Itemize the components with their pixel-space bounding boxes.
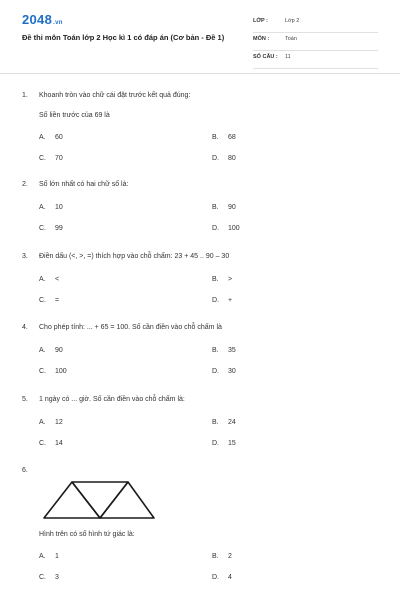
option-d[interactable] [212, 440, 236, 447]
exam-header [0, 0, 400, 70]
question-text: Cho phép tính: ... + 65 = 100. Số cần điền vào chỗ chấm là [39, 324, 222, 331]
option-c[interactable] [39, 297, 59, 304]
option-b[interactable] [212, 134, 236, 141]
option-value: 30 [228, 368, 236, 375]
option-key: A. [39, 419, 46, 426]
option-key: B. [212, 419, 219, 426]
option-key: D. [212, 155, 219, 162]
option-key: D. [212, 440, 219, 447]
option-value: 4 [228, 574, 232, 581]
option-key: B. [212, 276, 219, 283]
option-b[interactable] [212, 204, 236, 211]
meta-row-class [253, 15, 378, 33]
meta-label: LỚP : [253, 18, 268, 24]
option-key: D. [212, 574, 219, 581]
option-key: C. [39, 440, 46, 447]
question-number: 1. [22, 92, 28, 99]
option-value: 3 [55, 574, 59, 581]
question-number: 2. [22, 181, 28, 188]
option-value: 68 [228, 134, 236, 141]
logo-suffix: .vn [53, 20, 63, 26]
option-value: 80 [228, 155, 236, 162]
option-value: 100 [55, 368, 67, 375]
triangles-figure [38, 478, 158, 522]
question-subtext: Hình trên có số hình tứ giác là: [39, 531, 135, 538]
meta-row-question-count [253, 51, 378, 69]
question-number: 4. [22, 324, 28, 331]
option-d[interactable] [212, 368, 236, 375]
option-a[interactable] [39, 553, 59, 560]
exam-title: Đề thi môn Toán lớp 2 Học kì 1 có đáp án (Cơ bản - Đề 1) [22, 33, 225, 42]
option-value: 10 [55, 204, 63, 211]
option-key: D. [212, 225, 219, 232]
option-value: 90 [228, 204, 236, 211]
option-a[interactable] [39, 134, 63, 141]
option-key: D. [212, 297, 219, 304]
option-value: < [55, 276, 60, 283]
option-value: 99 [55, 225, 63, 232]
option-key: D. [212, 368, 219, 375]
meta-label: SỐ CÂU : [253, 54, 278, 60]
option-b[interactable] [212, 347, 236, 354]
option-value: 90 [55, 347, 63, 354]
meta-value: Lớp 2 [285, 18, 300, 24]
option-value: 35 [228, 347, 236, 354]
question-text: Số lớn nhất có hai chữ số là: [39, 181, 129, 188]
meta-label: MÔN : [253, 36, 270, 42]
question-text: 1 ngày có ... giờ. Số cần điền vào chỗ chấm là: [39, 396, 185, 403]
meta-value: Toán [285, 36, 297, 42]
option-key: A. [39, 347, 46, 354]
option-c[interactable] [39, 574, 59, 581]
option-key: B. [212, 347, 219, 354]
option-value: 2 [228, 553, 232, 560]
option-value: + [228, 297, 233, 304]
option-value: 12 [55, 419, 63, 426]
option-key: C. [39, 155, 46, 162]
figure-shapes [44, 482, 154, 518]
option-key: A. [39, 553, 46, 560]
option-a[interactable] [39, 204, 63, 211]
option-value: 1 [55, 553, 59, 560]
option-key: A. [39, 276, 46, 283]
option-key: C. [39, 368, 46, 375]
option-value: > [228, 276, 233, 283]
triangle-right [100, 482, 154, 518]
option-value: 60 [55, 134, 63, 141]
question-number: 5. [22, 396, 28, 403]
option-c[interactable] [39, 440, 63, 447]
triangle-left [44, 482, 100, 518]
exam-meta [253, 15, 378, 69]
option-value: 24 [228, 419, 236, 426]
option-key: B. [212, 204, 219, 211]
meta-value: 11 [285, 54, 291, 60]
option-value: = [55, 297, 60, 304]
option-b[interactable] [212, 419, 236, 426]
option-value: 70 [55, 155, 63, 162]
question-subtext: Số liền trước của 69 là [39, 112, 110, 119]
option-d[interactable] [212, 297, 232, 304]
option-d[interactable] [212, 225, 240, 232]
option-a[interactable] [39, 419, 63, 426]
question-text: Điền dấu (<, >, =) thích hợp vào chỗ chấm: 23 + 45 .. 90 – 30 [39, 253, 230, 260]
header-divider [0, 73, 400, 74]
option-b[interactable] [212, 276, 232, 283]
option-c[interactable] [39, 368, 67, 375]
option-key: B. [212, 553, 219, 560]
meta-row-subject [253, 33, 378, 51]
option-a[interactable] [39, 276, 59, 283]
option-b[interactable] [212, 553, 232, 560]
question-text: Khoanh tròn vào chữ cái đặt trước kết quả đúng: [39, 92, 191, 99]
option-d[interactable] [212, 574, 232, 581]
triangle-middle [72, 482, 128, 518]
option-c[interactable] [39, 155, 63, 162]
option-key: A. [39, 204, 46, 211]
question-number: 6. [22, 467, 28, 474]
option-d[interactable] [212, 155, 236, 162]
option-value: 100 [228, 225, 240, 232]
site-logo[interactable] [22, 12, 63, 27]
question-number: 3. [22, 253, 28, 260]
option-key: C. [39, 574, 46, 581]
option-key: C. [39, 297, 46, 304]
option-c[interactable] [39, 225, 63, 232]
option-value: 15 [228, 440, 236, 447]
option-a[interactable] [39, 347, 63, 354]
option-key: B. [212, 134, 219, 141]
option-key: C. [39, 225, 46, 232]
option-key: A. [39, 134, 46, 141]
logo-text: 2048 [22, 12, 53, 27]
option-value: 14 [55, 440, 63, 447]
